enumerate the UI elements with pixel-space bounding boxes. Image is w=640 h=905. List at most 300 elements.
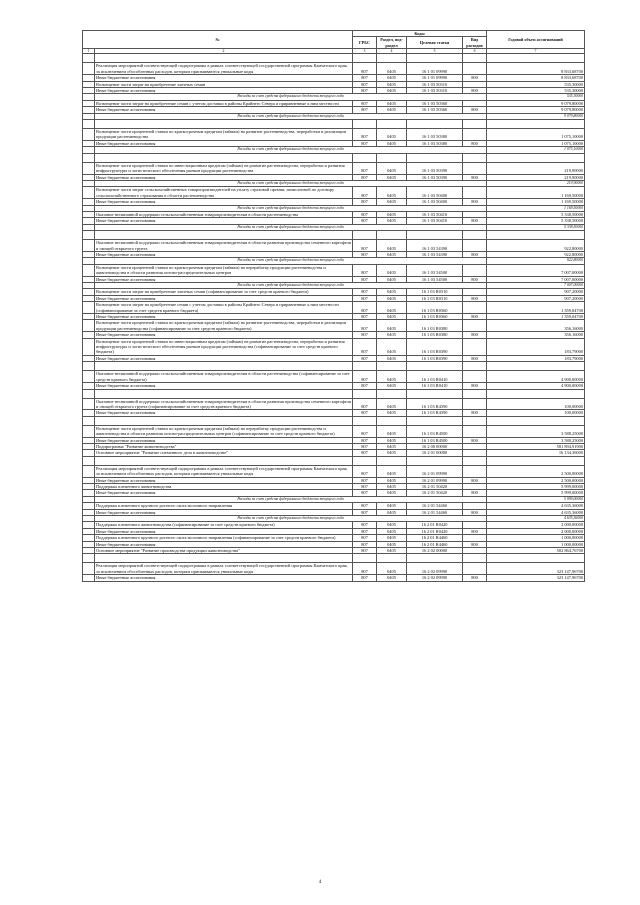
empty-cell [487,54,585,63]
item-name: Иные бюджетные ассигнования [95,174,353,180]
vr-code [463,63,487,75]
empty-cell [487,416,585,425]
vr-code [463,302,487,314]
grbs-code: 807 [353,211,377,217]
empty-cell [487,231,585,240]
note-text: Расходы за счет средств федерального бюджета текущего года [95,113,487,119]
item-name: Иные бюджетные ассигнования [95,314,353,320]
vr-code [463,187,487,199]
csr-code: 16 1 03 50410 [407,218,463,224]
amount-value: 4 900,00000 [487,383,585,389]
note-text: Расходы за счет средств федерального бюджета текущего года [95,283,487,289]
row-number-cell [83,563,95,575]
csr-code: 16 1 03 50400 [407,199,463,205]
row-number-cell [83,302,95,314]
row-number-cell [83,425,95,437]
empty-cell [377,456,407,465]
note-amount: 7 007,00000 [487,283,585,289]
empty-cell [83,120,95,129]
razdel-code: 0405 [377,162,407,174]
grbs-code: 807 [353,314,377,320]
razdel-code: 0405 [377,81,407,87]
empty-cell [83,153,95,162]
razdel-code: 0405 [377,503,407,509]
csr-code: 16 1 03 R4390 [407,410,463,416]
note-text: Расходы за счет средств федерального бюджета текущего года [95,94,487,100]
csr-code: 16 2 01 R0420 [407,522,463,528]
vr-code: 800 [463,477,487,483]
item-name: Возмещение части затрат на приобретение элитных семян [95,81,353,87]
empty-cell [487,389,585,398]
note-text: Расходы за счет средств федерального бюджета текущего года [95,258,487,264]
item-name: Поддержка племенного крупного рогатого скота молочного направления [95,503,353,509]
vr-code: 800 [463,276,487,282]
grbs-code: 807 [353,88,377,94]
amount-value: 4 635,36000 [487,503,585,509]
razdel-code: 0405 [377,75,407,81]
empty-cell [95,554,353,563]
grbs-code: 807 [353,477,377,483]
amount-value: 5 999,00000 [487,490,585,496]
csr-code: 16 1 03 50360 [407,107,463,113]
grbs-code: 807 [353,140,377,146]
csr-code: 16 1 03 50310 [407,88,463,94]
grbs-code: 807 [353,302,377,314]
empty-cell [407,389,463,398]
table-row [83,264,585,276]
table-header [83,31,585,54]
table-row [83,575,585,581]
vr-code [463,338,487,355]
amount-value: 2 500,00000 [487,477,585,483]
amount-value: 1 000,00000 [487,535,585,541]
amount-value: 5 338,50000 [487,211,585,217]
empty-cell [353,231,377,240]
item-name: Основное мероприятие "Развитие племенного дела в животноводстве" [95,450,353,456]
empty-cell [83,231,95,240]
empty-cell [487,362,585,371]
empty-cell [83,456,95,465]
empty-cell [353,456,377,465]
empty-cell [407,416,463,425]
vr-code [463,398,487,410]
razdel-code: 0405 [377,320,407,332]
empty-cell [377,54,407,63]
item-name: Реализация мероприятий соответствующей подпрограммы в рамках соответствующей государственной программы Камчатского края, за исключением обособленных расходов, которым присваиваются уникальные коды [95,563,353,575]
empty-cell [95,416,353,425]
grbs-code: 807 [353,443,377,449]
header-csr: Целевая статья [407,37,463,49]
grbs-code: 807 [353,575,377,581]
empty-cell [463,120,487,129]
empty-cell [83,362,95,371]
column-number: 3 [353,49,377,54]
amount-value: 1 169,50000 [487,187,585,199]
csr-code: 16 1 03 R0390 [407,355,463,361]
csr-code: 16 1 03 R0410 [407,371,463,383]
table-spacer-row [83,231,585,240]
column-number: 2 [95,49,353,54]
header-razdel: Раздел, под-раздел [377,37,407,49]
row-number-cell [83,398,95,410]
grbs-code: 807 [353,107,377,113]
vr-code: 800 [463,509,487,515]
csr-code: 16 1 03 54500 [407,276,463,282]
table-spacer-row [83,416,585,425]
amount-value: 5 338,50000 [487,218,585,224]
grbs-code: 807 [353,465,377,477]
table-row [83,563,585,575]
razdel-code: 0405 [377,332,407,338]
grbs-code: 807 [353,295,377,301]
amount-value: 100,00000 [487,398,585,410]
table-row [83,398,585,410]
table-row [83,187,585,199]
note-amount: 5 999,00000 [487,496,585,502]
note-amount: 535,30000 [487,94,585,100]
grbs-code: 807 [353,548,377,554]
vr-code [463,320,487,332]
amount-value: 535,30000 [487,88,585,94]
empty-cell [463,554,487,563]
row-number-cell [83,162,95,174]
grbs-code: 807 [353,503,377,509]
amount-value: 356,16000 [487,320,585,332]
amount-value: 535,30000 [487,81,585,87]
razdel-code: 0405 [377,371,407,383]
grbs-code: 807 [353,81,377,87]
razdel-code: 0405 [377,450,407,456]
csr-code: 16 2 01 50420 [407,483,463,489]
amount-value: 502 864,76700 [487,548,585,554]
empty-cell [407,54,463,63]
item-name: Оказание несвязанной поддержки сельскохозяйственным товаропроизводителям в области развития производства семенного картофеля и овощей открытого грунта [96,240,351,251]
item-name: Иные бюджетные ассигнования [95,575,353,581]
grbs-code: 807 [353,338,377,355]
csr-code: 16 2 01 00000 [407,450,463,456]
amount-value: 8 833,68700 [487,75,585,81]
row-number-cell [83,187,95,199]
vr-code: 800 [463,251,487,257]
empty-cell [463,389,487,398]
item-name: Иные бюджетные ассигнования [95,410,353,416]
empty-cell [353,54,377,63]
item-name: Иные бюджетные ассигнования [95,383,353,389]
empty-cell [407,554,463,563]
grbs-code: 807 [353,371,377,383]
item-name: Иные бюджетные ассигнования [95,218,353,224]
grbs-code: 807 [353,174,377,180]
table-row [83,302,585,314]
amount-value: 323 147,96700 [487,563,585,575]
empty-cell [83,416,95,425]
note-text: Расходы за счет средств федерального бюджета текущего года [95,180,487,186]
grbs-code: 807 [353,332,377,338]
item-name: Оказание несвязанной поддержки сельскохозяйственным товаропроизводителям в области растениеводства (софинансирование за счет средств краевого бюджета) [95,371,353,383]
column-number: 1 [83,49,95,54]
empty-cell [487,120,585,129]
header-vr: Вид расходов [463,37,487,49]
empty-cell [95,54,353,63]
empty-cell [407,231,463,240]
grbs-code: 807 [353,355,377,361]
amount-value: 1 075,10000 [487,140,585,146]
razdel-code: 0405 [377,63,407,75]
column-number: 4 [377,49,407,54]
csr-code: 16 2 01 09990 [407,465,463,477]
razdel-code: 0405 [377,509,407,515]
grbs-code: 807 [353,425,377,437]
csr-code: 16 1 03 54390 [407,240,463,252]
note-text: Расходы за счет средств федерального бюджета текущего года [95,205,487,211]
razdel-code: 0405 [377,264,407,276]
table-spacer-row [83,554,585,563]
razdel-code: 0405 [377,240,407,252]
csr-code: 16 2 00 00000 [407,443,463,449]
empty-cell [487,153,585,162]
csr-code: 16 1 03 50390 [407,174,463,180]
empty-cell [463,54,487,63]
header-number: № [83,31,353,49]
item-name: Иные бюджетные ассигнования [95,541,353,547]
grbs-code: 807 [353,528,377,534]
item-name: Поддержка племенного животноводства [95,483,353,489]
razdel-code: 0405 [377,276,407,282]
amount-value: 3 588,25000 [487,437,585,443]
vr-code [463,162,487,174]
amount-value: 183,79000 [487,338,585,355]
grbs-code: 807 [353,563,377,575]
csr-code: 16 1 03 R0360 [407,314,463,320]
amount-value: 323 147,96700 [487,575,585,581]
razdel-code: 0405 [377,563,407,575]
column-number: 7 [487,49,585,54]
grbs-code: 807 [353,541,377,547]
razdel-code: 0405 [377,522,407,528]
item-name: Иные бюджетные ассигнования [95,437,353,443]
table-spacer-row [83,120,585,129]
grbs-code: 807 [353,218,377,224]
csr-code: 16 1 03 R0380 [407,332,463,338]
grbs-code: 807 [353,100,377,106]
amount-value: 1 359,04700 [487,302,585,314]
csr-code: 16 1 03 R4390 [407,398,463,410]
empty-cell [407,362,463,371]
row-number-cell [83,465,95,477]
item-name: Иные бюджетные ассигнования [95,88,353,94]
empty-cell [463,153,487,162]
vr-code: 800 [463,314,487,320]
csr-code: 16 1 03 R0360 [407,302,463,314]
csr-code: 16 1 03 50390 [407,162,463,174]
amount-value: 1 169,50000 [487,199,585,205]
note-text: Расходы за счет средств федерального бюджета текущего года [95,224,487,230]
vr-code: 800 [463,199,487,205]
csr-code: 16 2 02 09990 [407,575,463,581]
csr-code: 16 1 03 R0310 [407,295,463,301]
item-name: Иные бюджетные ассигнования [95,355,353,361]
note-amount: 922,80000 [487,258,585,264]
razdel-code: 0405 [377,302,407,314]
csr-code: 16 1 03 R0410 [407,383,463,389]
grbs-code: 807 [353,320,377,332]
csr-code: 16 2 01 R4460 [407,535,463,541]
razdel-code: 0405 [377,398,407,410]
note-amount: 5 338,50000 [487,224,585,230]
vr-code: 800 [463,107,487,113]
table-row [83,162,585,174]
vr-code: 800 [463,332,487,338]
table-row [83,338,585,355]
vr-code [463,563,487,575]
table-row [83,425,585,437]
empty-cell [95,153,353,162]
item-name: Возмещение части затрат сельскохозяйственных товаропроизводителей на уплату страховой премии, начисленной по договору сельскохозяйственного страхования в области растениеводства [95,187,353,199]
empty-cell [377,554,407,563]
grbs-code: 807 [353,522,377,528]
empty-cell [377,153,407,162]
amount-value: 2 000,00000 [487,522,585,528]
razdel-code: 0405 [377,314,407,320]
table-spacer-row [83,153,585,162]
amount-value: 356,16000 [487,332,585,338]
amount-value: 4 635,36000 [487,509,585,515]
item-name: Поддержка племенного крупного рогатого скота молочного направления (софинансирование за счет средств краевого бюджета) [95,535,353,541]
note-amount: 1 169,50000 [487,205,585,211]
item-name: Иные бюджетные ассигнования [95,528,353,534]
grbs-code: 807 [353,75,377,81]
item-name: Реализация мероприятий соответствующей подпрограммы в рамках соответствующей государственной программы Камчатского края, за исключением обособленных расходов, которым присваиваются уникальные коды [95,63,353,75]
csr-code: 16 1 03 50380 [407,140,463,146]
razdel-code: 0405 [377,477,407,483]
grbs-code: 807 [353,410,377,416]
razdel-code: 0405 [377,465,407,477]
grbs-code: 807 [353,398,377,410]
item-name: Реализация мероприятий соответствующей подпрограммы в рамках соответствующей государственной программы Камчатского края, за исключением обособленных расходов, которым присваиваются уникальные коды [95,465,353,477]
csr-code: 16 1 03 R4500 [407,437,463,443]
item-name: Иные бюджетные ассигнования [95,490,353,496]
csr-code: 16 1 01 09990 [407,75,463,81]
vr-code: 800 [463,295,487,301]
amount-value: 1 000,00000 [487,541,585,547]
item-name: Иные бюджетные ассигнования [95,509,353,515]
razdel-code: 0405 [377,107,407,113]
column-number: 6 [463,49,487,54]
item-name: Поддержка племенного животноводства (софинансирование за счет средств краевого бюджета) [95,522,353,528]
csr-code: 16 1 03 R0310 [407,289,463,295]
amount-value: 922,80000 [487,251,585,257]
empty-cell [353,120,377,129]
item-name: Возмещение части процентной ставки по краткосрочным кредитам (займам) на развитие растениеводства, переработки и реализации продукции растениеводства (софинансирование за счет средств краевого бюджета) [95,320,353,332]
empty-cell [487,554,585,563]
item-name: Иные бюджетные ассигнования [95,332,353,338]
item-name: Иные бюджетные ассигнования [95,477,353,483]
table-body [83,54,585,581]
empty-cell [353,153,377,162]
grbs-code: 807 [353,490,377,496]
grbs-code: 807 [353,450,377,456]
csr-code: 16 1 03 50410 [407,211,463,217]
razdel-code: 0405 [377,490,407,496]
vr-code: 800 [463,541,487,547]
note-amount: 9 079,80000 [487,113,585,119]
vr-code: 800 [463,528,487,534]
item-name: Иные бюджетные ассигнования [95,251,353,257]
empty-cell [377,416,407,425]
item-name: Возмещение части затрат на приобретение элитных семян (софинансирование за счет средств краевого бюджета) [95,289,353,295]
grbs-code: 807 [353,251,377,257]
item-name: Иные бюджетные ассигнования [95,276,353,282]
grbs-code: 807 [353,483,377,489]
razdel-code: 0405 [377,199,407,205]
note-amount: 219,90000 [487,180,585,186]
empty-cell [463,416,487,425]
razdel-code: 0405 [377,174,407,180]
csr-code: 16 2 01 54460 [407,509,463,515]
item-name: Иные бюджетные ассигнования [95,75,353,81]
razdel-code: 0405 [377,575,407,581]
razdel-code: 0405 [377,211,407,217]
header-amount: Годовой объем ассигнований [487,31,585,49]
razdel-code: 0405 [377,355,407,361]
amount-value: 2 500,00000 [487,465,585,477]
csr-code: 16 1 03 R4500 [407,425,463,437]
amount-value: 907,20000 [487,289,585,295]
page-number: 4 [318,880,322,885]
razdel-code: 0405 [377,129,407,141]
csr-code: 16 1 03 50310 [407,81,463,87]
empty-cell [95,456,353,465]
empty-cell [377,231,407,240]
empty-cell [83,554,95,563]
table-row [83,63,585,75]
vr-code [463,465,487,477]
empty-cell [95,120,353,129]
table-spacer-row [83,389,585,398]
item-name: Возмещение части процентной ставки по краткосрочным кредитам (займам) на развитие растениеводства, переработки и реализации продукции растениеводства [95,129,353,141]
grbs-code: 807 [353,187,377,199]
razdel-code: 0405 [377,548,407,554]
grbs-code: 807 [353,437,377,443]
csr-code: 16 1 03 54390 [407,251,463,257]
empty-cell [407,120,463,129]
vr-code: 800 [463,174,487,180]
amount-value: 922,80000 [487,240,585,252]
razdel-code: 0405 [377,88,407,94]
empty-cell [377,362,407,371]
empty-cell [353,389,377,398]
budget-table [82,30,585,582]
item-name: Возмещение части затрат на приобретение семян с учетом доставки в районы Крайнего Севера и приравненные к ним местности [95,100,353,106]
amount-value: 100,00000 [487,410,585,416]
razdel-code: 0405 [377,483,407,489]
empty-cell [353,416,377,425]
vr-code [463,371,487,383]
note-amount: 4 635,36000 [487,516,585,522]
empty-cell [353,554,377,563]
csr-code: 16 1 03 50380 [407,129,463,141]
item-name: Иные бюджетные ассигнования [95,140,353,146]
razdel-code: 0405 [377,218,407,224]
razdel-code: 0405 [377,528,407,534]
item-name: Основное мероприятие "Развитие производства продукции животноводства" [95,548,353,554]
item-name: Иные бюджетные ассигнования [95,295,353,301]
budget-table-sheet [82,30,584,582]
empty-cell [377,120,407,129]
header-codes: Коды [353,31,487,37]
item-name: Возмещение части затрат на приобретение семян с учетом доставки в районы Крайнего Севера и приравненные к ним местности (софинансирование за счет средств краевого бюджета) [95,302,353,314]
razdel-code: 0405 [377,410,407,416]
